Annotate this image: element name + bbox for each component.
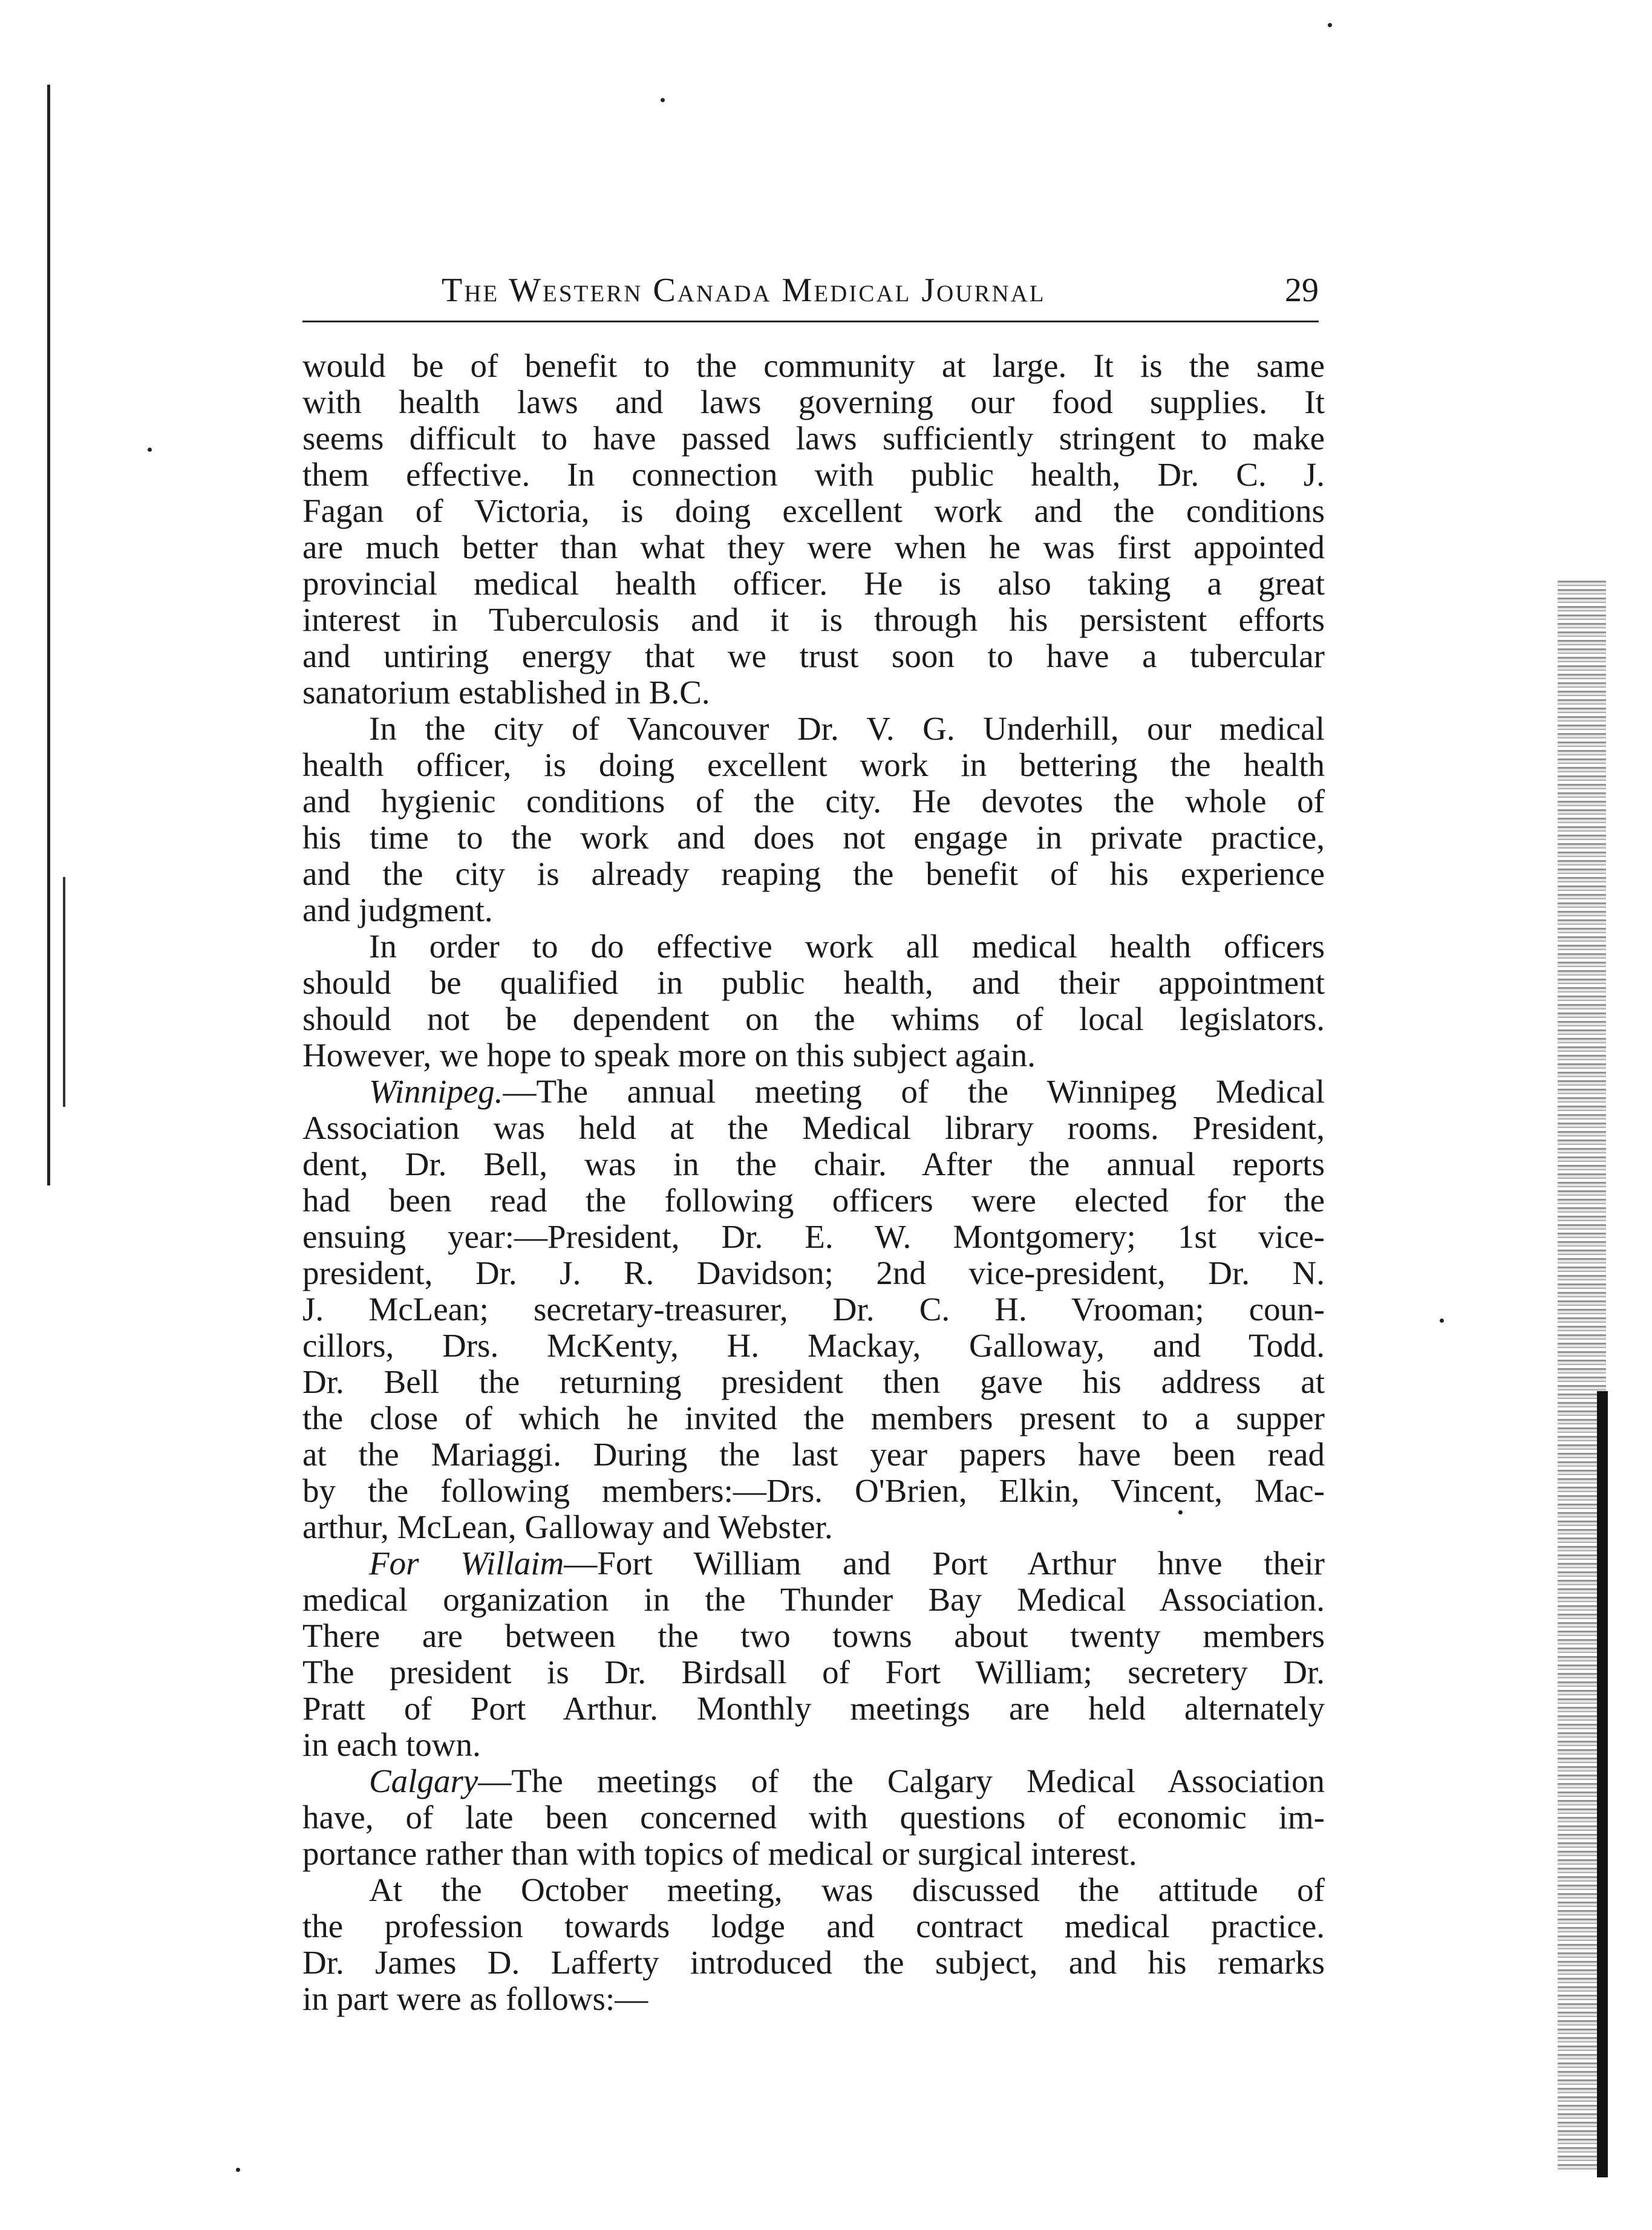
paragraph bbox=[302, 348, 1325, 711]
text-line: by the following members:—Drs. O'Brien, Elkin, Vincent, Mac- bbox=[302, 1472, 1325, 1509]
text-line: should not be dependent on the whims of local legislators. bbox=[302, 1000, 1325, 1037]
running-header bbox=[302, 266, 1319, 322]
text-line bbox=[302, 1074, 1325, 1110]
text-line: J. McLean; secretary-treasurer, Dr. C. H. Vrooman; coun- bbox=[302, 1291, 1325, 1328]
section-lead-winnipeg: Winnipeg. bbox=[369, 1073, 503, 1110]
text-line: and hygienic conditions of the city. He devotes the whole of bbox=[302, 783, 1325, 820]
page-number: 29 bbox=[1285, 272, 1319, 309]
article-body bbox=[302, 348, 1325, 2017]
paragraph bbox=[302, 1872, 1325, 2017]
text-line: his time to the work and does not engage in private practice, bbox=[302, 819, 1325, 856]
scan-speck bbox=[1440, 1319, 1444, 1323]
text-line: ensuing year:—President, Dr. E. W. Montgomery; 1st vice- bbox=[302, 1218, 1325, 1255]
scan-edge-mark bbox=[47, 85, 50, 1185]
scan-edge-mark bbox=[63, 877, 65, 1107]
text-line bbox=[302, 1545, 1325, 1582]
text-line: medical organization in the Thunder Bay Medical Association. bbox=[302, 1581, 1325, 1618]
text-line: However, we hope to speak more on this subject again. bbox=[302, 1037, 1036, 1074]
text-line: them effective. In connection with public health, Dr. C. J. bbox=[302, 456, 1325, 493]
text-line: arthur, McLean, Galloway and Webster. bbox=[302, 1508, 833, 1545]
text-line bbox=[302, 1763, 1325, 1799]
journal-title: The Western Canada Medical Journal bbox=[442, 272, 1046, 309]
text-line: have, of late been concerned with questions of economic im- bbox=[302, 1799, 1325, 1836]
paragraph bbox=[302, 928, 1325, 1074]
text-line: the close of which he invited the members present to a supper bbox=[302, 1400, 1325, 1436]
text-fragment: —The meetings of the Calgary Medical Association bbox=[478, 1762, 1325, 1799]
section-lead-calgary: Calgary bbox=[369, 1762, 478, 1799]
text-line: and untiring energy that we trust soon to have a tubercular bbox=[302, 637, 1325, 674]
text-fragment: —Fort William and Port Arthur hnve their bbox=[564, 1545, 1325, 1582]
text-line: The president is Dr. Birdsall of Fort William; secretery Dr. bbox=[302, 1654, 1325, 1690]
text-line: cillors, Drs. McKenty, H. Mackay, Galloway, and Todd. bbox=[302, 1327, 1325, 1364]
paragraph bbox=[302, 711, 1325, 928]
text-line: at the Mariaggi. During the last year papers have been read bbox=[302, 1436, 1325, 1473]
text-line: In order to do effective work all medical health officers bbox=[369, 928, 1325, 965]
text-line: Fagan of Victoria, is doing excellent work and the conditions bbox=[302, 492, 1325, 529]
text-line: provincial medical health officer. He is also taking a great bbox=[302, 565, 1325, 602]
text-line: with health laws and laws governing our food supplies. It bbox=[302, 383, 1325, 420]
text-line: and the city is already reaping the benefit of his experience bbox=[302, 855, 1325, 892]
text-line: Dr. Bell the returning president then gave his address at bbox=[302, 1363, 1325, 1400]
text-line: would be of benefit to the community at large. It is the same bbox=[302, 347, 1325, 384]
text-line: in each town. bbox=[302, 1726, 481, 1763]
text-line: in part were as follows:— bbox=[302, 1980, 648, 2017]
text-line: and judgment. bbox=[302, 892, 493, 928]
text-line: portance rather than with topics of medical or surgical interest. bbox=[302, 1835, 1137, 1872]
text-line: are much better than what they were when he was first appointed bbox=[302, 529, 1325, 566]
text-line: dent, Dr. Bell, was in the chair. After the annual reports bbox=[302, 1146, 1325, 1182]
text-line: president, Dr. J. R. Davidson; 2nd vice-president, Dr. N. bbox=[302, 1254, 1325, 1291]
scan-speck bbox=[661, 98, 665, 102]
text-line: At the October meeting, was discussed the attitude of bbox=[369, 1871, 1325, 1908]
text-line: interest in Tuberculosis and it is through his persistent efforts bbox=[302, 601, 1325, 638]
section-lead-fort-william: For Willaim bbox=[369, 1545, 564, 1582]
text-line: In the city of Vancouver Dr. V. G. Underhill, our medical bbox=[369, 710, 1325, 747]
paragraph-winnipeg bbox=[302, 1074, 1325, 1545]
text-line: should be qualified in public health, and their appointment bbox=[302, 964, 1325, 1001]
paragraph-calgary bbox=[302, 1763, 1325, 1872]
scan-speck bbox=[1328, 23, 1332, 27]
text-line: had been read the following officers were elected for the bbox=[302, 1182, 1325, 1219]
text-line: Pratt of Port Arthur. Monthly meetings are held alternately bbox=[302, 1690, 1325, 1727]
scan-edge-noise bbox=[1597, 1391, 1608, 2177]
text-line: health officer, is doing excellent work in bettering the health bbox=[302, 746, 1325, 783]
text-fragment: —The annual meeting of the Winnipeg Medical bbox=[503, 1073, 1325, 1110]
scan-speck bbox=[236, 2168, 240, 2172]
text-line: There are between the two towns about twenty members bbox=[302, 1617, 1325, 1654]
text-line: sanatorium established in B.C. bbox=[302, 674, 710, 711]
text-line: Dr. James D. Lafferty introduced the subject, and his remarks bbox=[302, 1944, 1325, 1981]
text-line: the profession towards lodge and contract medical practice. bbox=[302, 1908, 1325, 1945]
paragraph-fort-william bbox=[302, 1545, 1325, 1763]
scan-speck bbox=[148, 448, 152, 452]
text-line: seems difficult to have passed laws sufficiently stringent to make bbox=[302, 420, 1325, 457]
text-line: Association was held at the Medical library rooms. President, bbox=[302, 1109, 1325, 1146]
